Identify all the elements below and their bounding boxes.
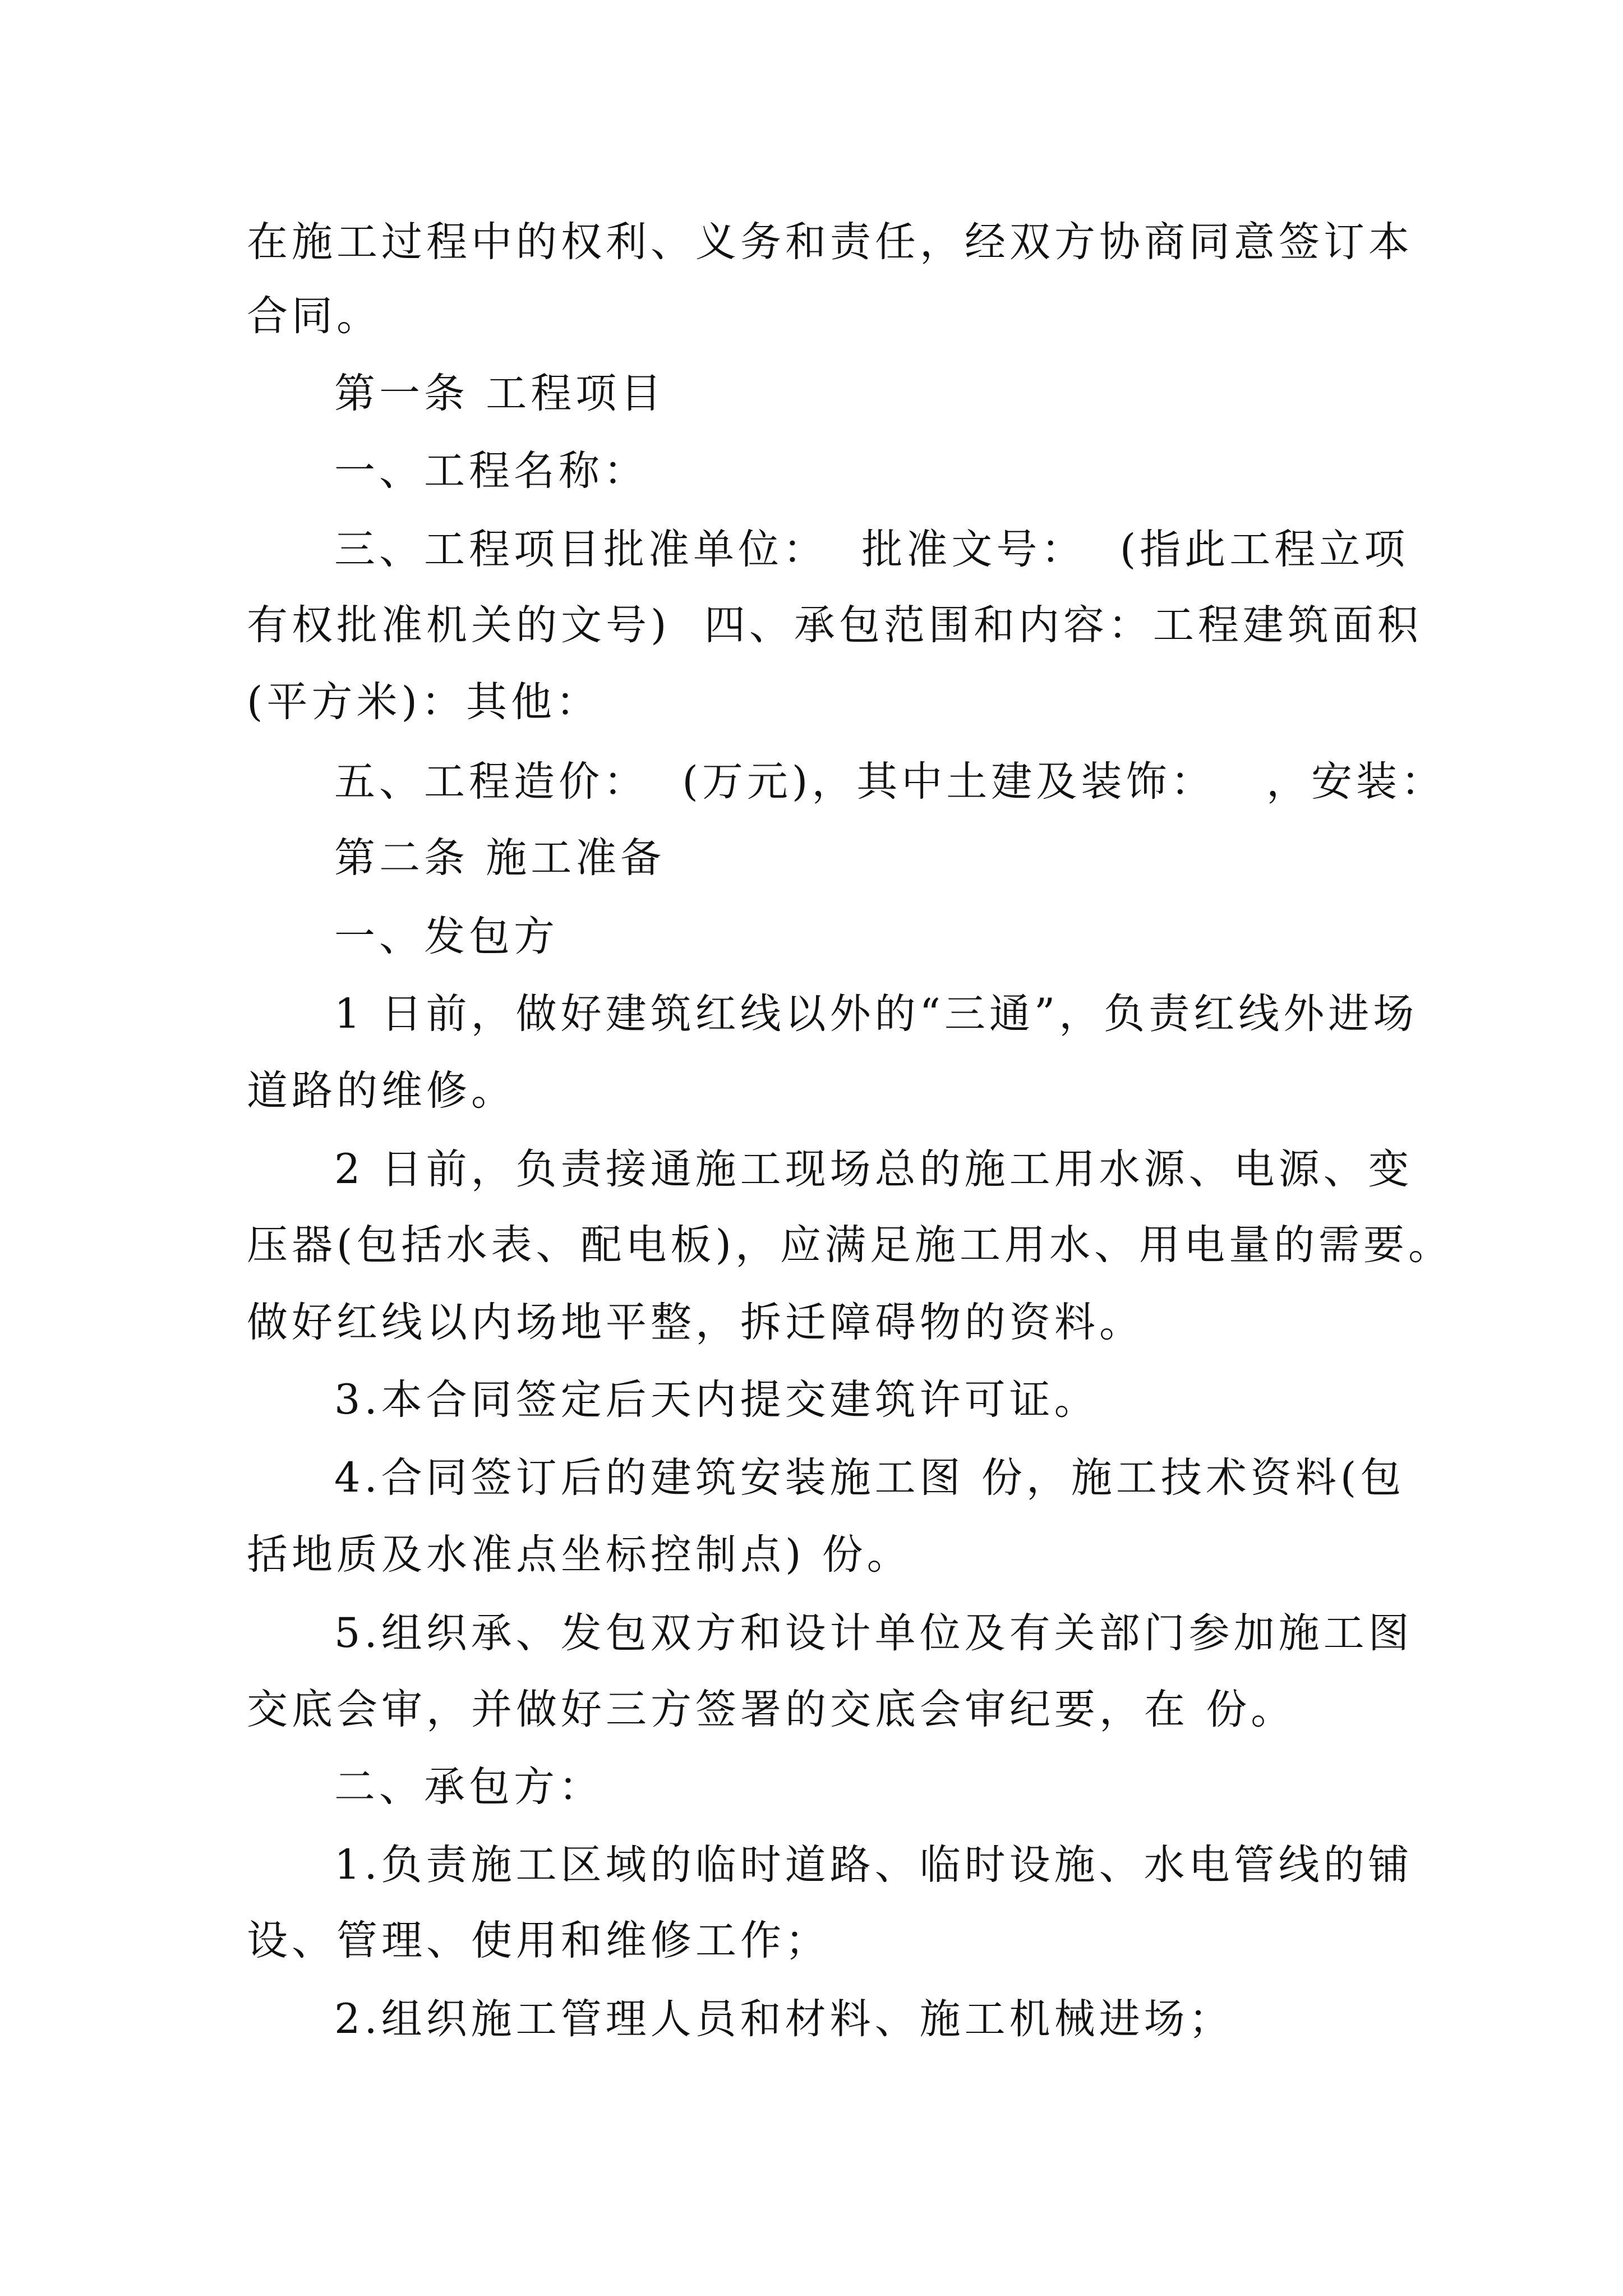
- paragraph-line: 交底会审，并做好三方签署的交底会审纪要，在 份。: [247, 1686, 1296, 1733]
- paragraph-line: 有权批准机关的文号) 四、承包范围和内容：工程建筑面积: [247, 601, 1422, 649]
- paragraph-line: (平方米)：其他：: [247, 678, 601, 726]
- paragraph-line: 2.组织施工管理人员和材料、施工机械进场；: [334, 1995, 1234, 2043]
- paragraph-line: 5.组织承、发包双方和设计单位及有关部门参加施工图: [334, 1609, 1413, 1657]
- paragraph-line: 括地质及水准点坐标控制点) 份。: [247, 1531, 912, 1579]
- paragraph-line: 设、管理、使用和维修工作；: [247, 1917, 830, 1964]
- paragraph-line: 五、工程造价： (万元)，其中土建及装饰： ，安装：: [334, 758, 1446, 806]
- paragraph-line: 一、工程名称：: [334, 447, 648, 495]
- paragraph-line: 三、工程项目批准单位： 批准文号： (指此工程立项: [334, 526, 1409, 573]
- paragraph-line: 一、发包方: [334, 913, 559, 960]
- paragraph-line: 4.合同签订后的建筑安装施工图 份，施工技术资料(包: [334, 1454, 1405, 1502]
- paragraph-line: 3.本合同签定后天内提交建筑许可证。: [334, 1376, 1099, 1424]
- article-heading: 第一条 工程项目: [334, 370, 666, 417]
- paragraph-line: 1.负责施工区域的临时道路、临时设施、水电管线的铺: [334, 1841, 1413, 1889]
- article-heading: 第二条 施工准备: [334, 834, 666, 882]
- paragraph-line: 2 日前，负责接通施工现场总的施工用水源、电源、变: [334, 1145, 1413, 1193]
- paragraph-line: 道路的维修。: [247, 1067, 516, 1115]
- paragraph-line: 1 日前，做好建筑红线以外的“三通”，负责红线外进场: [334, 990, 1418, 1038]
- paragraph-line: 在施工过程中的权利、义务和责任，经双方协商同意签订本: [247, 218, 1413, 266]
- paragraph-line: 合同。: [247, 292, 381, 340]
- paragraph-line: 做好红线以内场地平整，拆迁障碍物的资料。: [247, 1299, 1144, 1346]
- paragraph-line: 二、承包方：: [334, 1763, 603, 1811]
- paragraph-line: 压器(包括水表、配电板)，应满足施工用水、用电量的需要。: [247, 1221, 1453, 1269]
